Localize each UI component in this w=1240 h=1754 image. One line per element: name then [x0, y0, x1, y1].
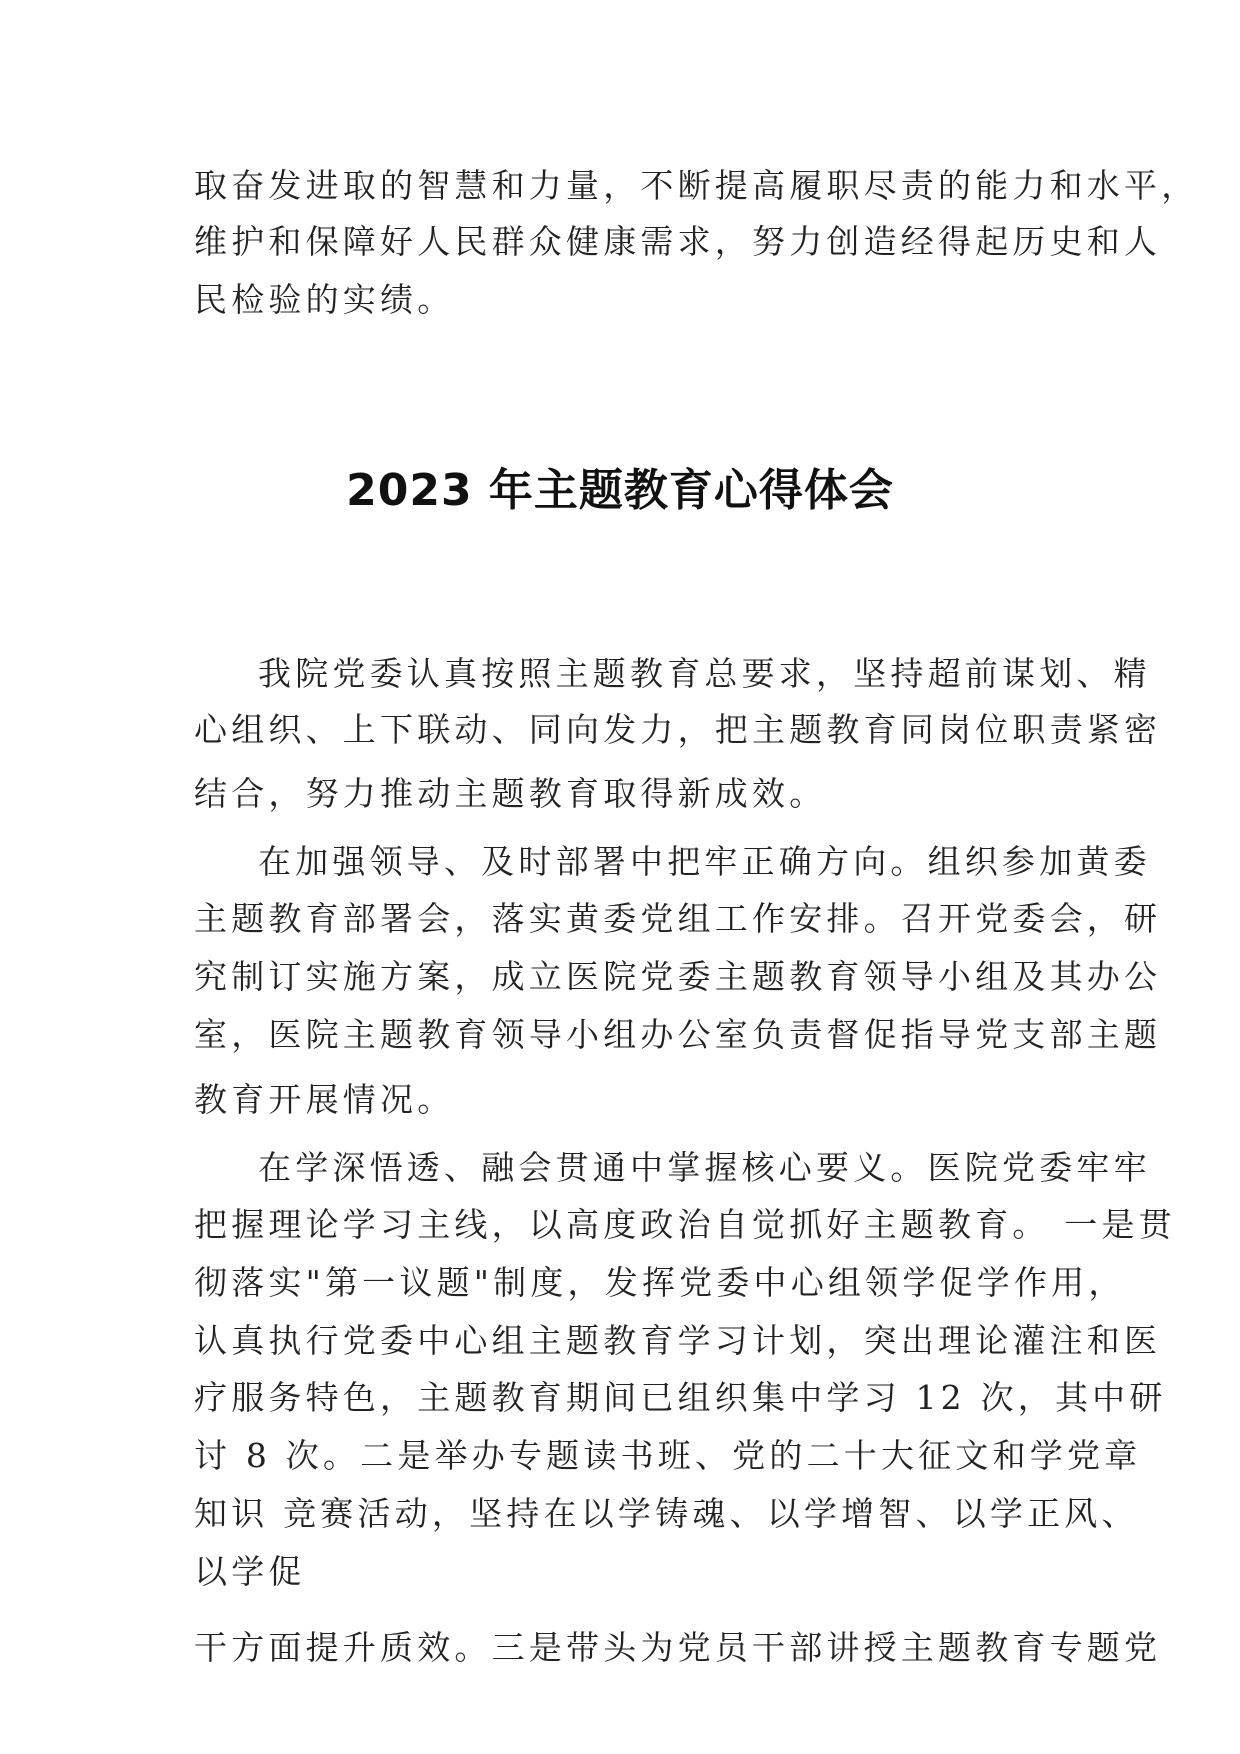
- p1-line-3: 结合，努力推动主题教育取得新成效。: [194, 774, 827, 813]
- p2-line-3: 究制订实施方案，成立医院党委主题教育领导小组及其办公: [194, 957, 1162, 996]
- p2-line-5: 教育开展情况。: [194, 1080, 455, 1119]
- p2-line-4: 室，医院主题教育领导小组办公室负责督促指导党支部主题: [194, 1015, 1162, 1054]
- p3-line-7: 知识 竞赛活动，坚持在以学铸魂、以学增智、以学正风、: [194, 1494, 1139, 1533]
- intro-line-3: 民检验的实绩。: [194, 280, 455, 319]
- p3-line-4: 认真执行党委中心组主题教育学习计划，突出理论灌注和医: [194, 1321, 1162, 1360]
- p3-line-3: 彻落实"第一议题"制度，发挥党委中心组领学促学作用，: [194, 1263, 1126, 1302]
- p3-line-6: 讨 8 次。二是举办专题读书班、党的二十大征文和学党章: [194, 1436, 1142, 1475]
- intro-line-1: 取奋发进取的智慧和力量，不断提高履职尽责的能力和水平，: [194, 166, 1199, 205]
- p3-line-1: 在学深悟透、融会贯通中掌握核心要义。医院党委牢牢: [258, 1148, 1151, 1187]
- p3-line-2: 把握理论学习主线，以高度政治自觉抓好主题教育。 一是贯: [194, 1205, 1176, 1244]
- p2-line-2: 主题教育部署会，落实黄委党组工作安排。召开党委会，研: [194, 899, 1162, 938]
- p1-line-1: 我院党委认真按照主题教育总要求，坚持超前谋划、精: [258, 654, 1151, 693]
- p3-line-9: 干方面提升质效。三是带头为党员干部讲授主题教育专题党: [194, 1628, 1162, 1667]
- p2-line-1: 在加强领导、及时部署中把牢正确方向。组织参加黄委: [258, 842, 1151, 881]
- p3-line-8: 以学促: [194, 1552, 306, 1591]
- p1-line-2: 心组织、上下联动、同向发力，把主题教育同岗位职责紧密: [194, 710, 1162, 749]
- p3-line-5: 疗服务特色，主题教育期间已组织集中学习 12 次，其中研: [194, 1378, 1167, 1417]
- document-title: 2023 年主题教育心得体会: [346, 465, 894, 516]
- intro-line-2: 维护和保障好人民群众健康需求，努力创造经得起历史和人: [194, 222, 1162, 261]
